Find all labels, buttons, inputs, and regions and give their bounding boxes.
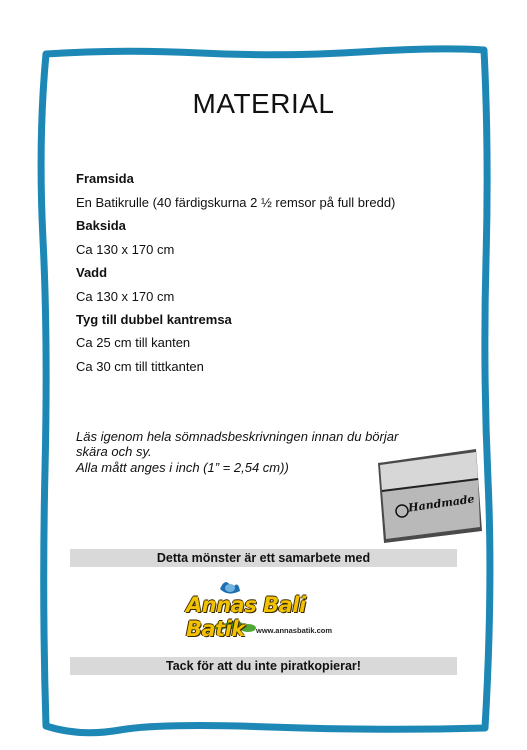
note-line-1: Läs igenom hela sömnadsbeskrivningen innan du börjar — [76, 429, 399, 444]
materials-heading-back: Baksida — [76, 218, 126, 233]
handmade-label-text: Handmade — [407, 492, 476, 515]
materials-heading-batting: Vadd — [76, 265, 108, 280]
materials-item-binding: Ca 25 cm till kanten — [76, 335, 191, 350]
logo-wordmark: Annas Bali Batik — [186, 593, 306, 641]
note-line-3: Alla mått anges i inch (1” = 2,54 cm)) — [76, 460, 289, 475]
handmade-label-image — [372, 445, 486, 547]
page-title: MATERIAL — [192, 88, 335, 119]
materials-item-peeper: Ca 30 cm till tittkanten — [76, 359, 204, 374]
materials-heading-binding: Tyg till dubbel kantremsa — [76, 312, 232, 327]
collab-banner: Detta mönster är ett samarbete med — [70, 549, 457, 567]
footer-banner: Tack för att du inte piratkopierar! — [70, 657, 457, 675]
logo-url: www.annasbatik.com — [256, 626, 332, 635]
note-line-2: skära och sy. — [76, 444, 152, 459]
materials-item-back: Ca 130 x 170 cm — [76, 242, 175, 257]
materials-item-front: En Batikrulle (40 färdigskurna 2 ½ remsor på full bredd) — [76, 195, 396, 210]
annas-bali-batik-logo — [180, 575, 355, 641]
materials-heading-front: Framsida — [76, 171, 134, 186]
materials-item-batting: Ca 130 x 170 cm — [76, 289, 175, 304]
